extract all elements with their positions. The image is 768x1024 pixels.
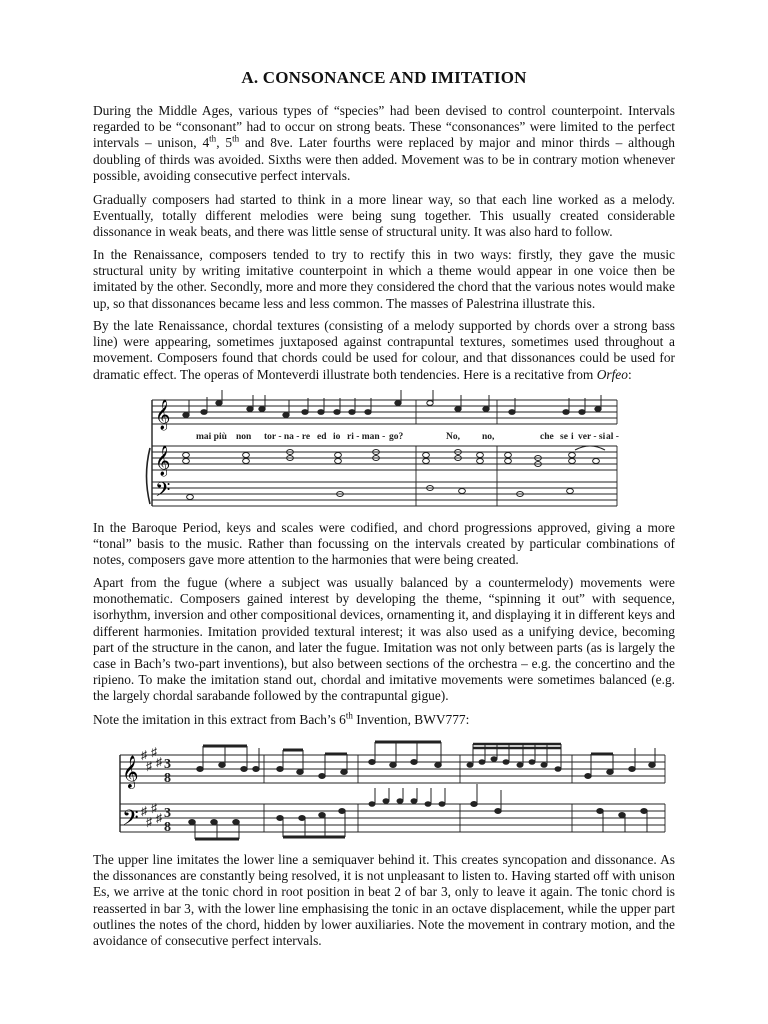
sharp-icon: ♯ [141, 748, 147, 762]
sharp-icon: ♯ [156, 755, 162, 769]
treble-clef-icon: 𝄞 [155, 400, 171, 429]
paragraph-analysis: The upper line imitates the lower line a semiquaver behind it. This creates syncopation and dissonance. As the dissonances are constantly being resolved, it is not unpleasant to listen to. Having started off with unison Es, we arrive at the tonic chord in root position in beat 2 of bar 3, only to leave it again. The tonic chord is reasserted in bar 3, with the lower line emphasising the tonic in an octave displacement, while the upper part outlines the notes of the chord, hidden by lower auxiliaries. Note the movement in contrary motion, and the avoidance of consecutive perfect intervals. [93, 852, 675, 949]
time-signature-bottom: 8 [164, 820, 171, 835]
sharp-icon: ♯ [146, 759, 152, 773]
orfeo-score [0, 388, 768, 513]
lyric-syllable: go? [389, 432, 404, 442]
paragraph-bach-intro: Note the imitation in this extract from Bach’s 6th Invention, BWV777: [93, 710, 470, 727]
lyric-syllable: io [333, 432, 341, 442]
bass-clef-icon: 𝄢 [155, 480, 171, 506]
paragraph-middle-ages: During the Middle Ages, various types of “species” had been devised to control counterpoint. Intervals regarded to be “consonant” had to occur on strong beats. These “consonances” were limited to the perfect intervals – unison, 4th, 5th and 8ve. Later fourths were replaced by major and minor thirds – although doubling of thirds was avoided. Sixths were then added. Movement was to be in contrary motion whenever possible, avoiding consecutive perfect intervals. [93, 103, 675, 183]
lyric-syllable: ver - si [578, 432, 606, 442]
paragraph-late-renaissance: By the late Renaissance, chordal textures (consisting of a melody supported by chords over a strong bass line) were appearing, sometimes juxtaposed against contrapuntal textures, sometimes used throughout a movement. Composers found that chords could be used for colour, and that dissonances could be used for dramatic effect. The operas of Monteverdi illustrate both tendencies. Here is a recitative from Orfeo: [93, 318, 675, 382]
sharp-icon: ♯ [151, 745, 157, 759]
time-signature-top: 3 [164, 806, 171, 821]
treble-clef-icon: 𝄞 [155, 446, 171, 475]
lyric-syllable: non [236, 432, 252, 442]
sharp-icon: ♯ [146, 815, 152, 829]
lyric-syllable: mai più [196, 432, 227, 442]
paragraph-baroque: In the Baroque Period, keys and scales were codified, and chord progressions approved, giving a more “tonal” basis to the music. Rather than focussing on the intervals created by particular combinations of notes, composers gave more attention to the harmonies that were being created. [93, 520, 675, 568]
sharp-icon: ♯ [151, 801, 157, 815]
time-signature-bottom: 8 [164, 771, 171, 786]
lyric-syllable: che [540, 432, 554, 442]
time-signature-top: 3 [164, 757, 171, 772]
lyric-syllable: ed [317, 432, 327, 442]
treble-clef-icon: 𝄞 [122, 757, 139, 788]
paragraph-renaissance: In the Renaissance, composers tended to try to rectify this in two ways: firstly, they gave the music structural unity by writing imitative counterpoint in which a theme would appear in one voice then be imitated by the other. Secondly, more and more they considered the chord that the various notes would make up, so that dissonances became less and less common. The masses of Palestrina illustrate this. [93, 247, 675, 311]
paragraph-fugue: Apart from the fugue (where a subject was usually balanced by a countermelody) movements were monothematic. Composers gained interest by developing the theme, “spinning it out” with sequence, isorhythm, inversion and other compositional devices, ornamenting it, and displaying it in different keys and different harmonies. Imitation provided textural interest; it was also used as a unifying device, becoming part of the structure in the canon, and later the fugue. Imitation was not only between parts (as is largely the case in Bach’s two-part inventions), but also between sections of the orchestra – e.g. the concertino and the ripieno. To make the imitation stand out, chordal and imitative movements were sometimes balanced (e.g. the largely chordal sarabande followed by the contrapuntal gigue). [93, 575, 675, 704]
sharp-icon: ♯ [141, 804, 147, 818]
lyric-syllable: ri - man - [347, 432, 386, 442]
lyric-syllable: No, [446, 432, 460, 442]
paragraph-linear-thinking: Gradually composers had started to think in a more linear way, so that each line worked as a melody. Eventually, totally different melodies were being sung together. This usually created considerable dissonance in weak beats, and there was little sense of structural unity. It was also hard to follow. [93, 192, 675, 240]
bach-invention-score [0, 740, 768, 845]
lyric-syllable: se [560, 432, 568, 442]
bass-clef-icon: 𝄢 [122, 806, 139, 835]
sharp-icon: ♯ [156, 811, 162, 825]
page-title: A. CONSONANCE AND IMITATION [241, 68, 527, 87]
lyric-syllable: al - [606, 432, 619, 442]
lyric-syllable: no, [482, 432, 495, 442]
lyric-syllable: tor - na - re [264, 432, 311, 442]
lyric-syllable: i [571, 432, 574, 442]
